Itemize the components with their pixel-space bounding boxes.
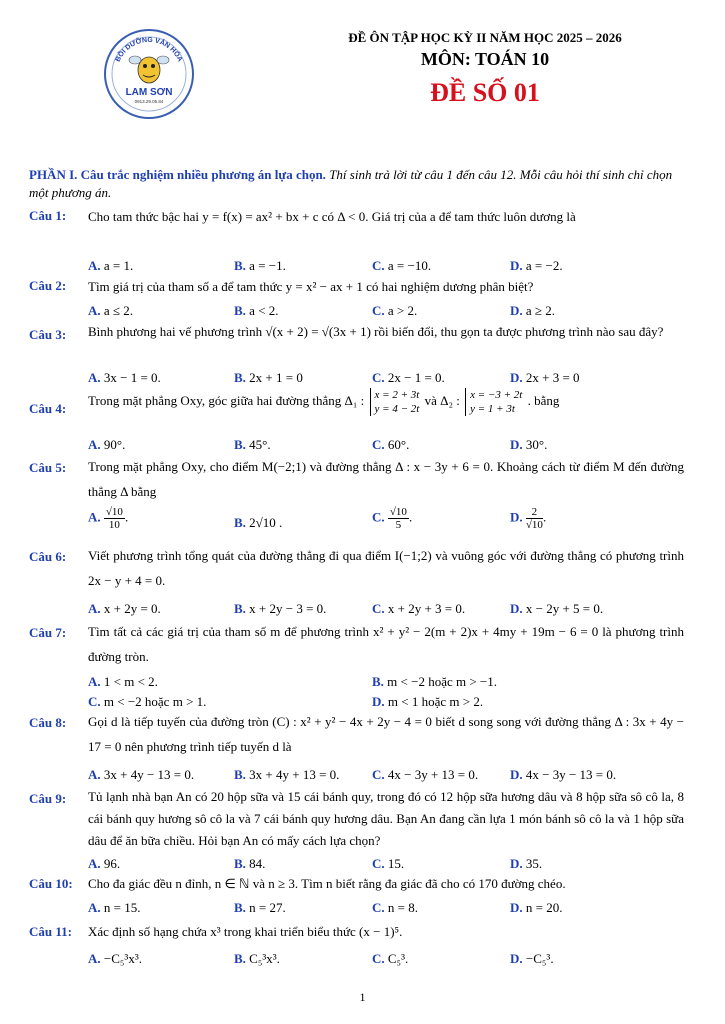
option-b[interactable]: B. C₅³x³. [234,951,280,966]
question-label: Câu 11: [29,924,72,939]
option-c[interactable]: C. a = −10. [372,258,432,273]
subject-title: MÔN: TOÁN 10 [420,49,550,69]
option-b[interactable]: B. m < −2 hoặc m > −1. [372,674,498,689]
part1-note: Thí sinh trả lời từ câu 1 đến câu 12. Mỗi câu hỏi thí sinh chỉ chọn một phương án. [29,167,673,200]
question-label: Câu 10: [29,876,73,891]
option-b[interactable]: B. 3x + 4y + 13 = 0. [234,767,340,782]
option-a[interactable]: A. $\frac{√10}{10}$ . [88,506,129,531]
question-label: Câu 7: [29,625,67,640]
logo-name: LAM SƠN [125,87,173,98]
option-b[interactable]: B. n = 27. [234,900,286,915]
part1-instructions [29,166,684,202]
question-text: Trong mặt phẳng Oxy, góc giữa hai đường thẳng Δ₁ : x = 2 + 3t y = 4 − 2t và Δ₂ : x = −3 + 2t y = 1 + 3t . bằng [88,389,560,415]
option-c[interactable]: C. m < −2 hoặc m > 1. [88,694,207,709]
option-d[interactable]: D. x − 2y + 5 = 0. [510,601,604,616]
option-d[interactable]: D. 35. [510,856,543,871]
question-text: Trong mặt phẳng Oxy, cho điểm M(−2;1) và đường thẳng Δ : x − 3y + 6 = 0. Khoảng cách từ điểm M đến đường thẳng Δ bằng [88,459,684,499]
option-d[interactable]: D. 30°. [510,437,548,452]
svg-text:BỒI DƯỠNG VĂN HÓA: BỒI DƯỠNG VĂN HÓA [114,36,184,63]
option-a[interactable]: A. 90°. [88,437,126,452]
option-c[interactable]: C. 4x − 3y + 13 = 0. [372,767,479,782]
question-label: Câu 3: [29,327,67,342]
question-label: Câu 9: [29,791,67,806]
option-d[interactable]: D. −C₅³. [510,951,554,966]
option-b[interactable]: B. 2x + 1 = 0 [234,370,303,385]
exam-number: ĐỀ SỐ 01 [430,78,540,107]
option-b[interactable]: B. a < 2. [234,303,279,318]
question-label: Câu 1: [29,208,67,223]
option-d[interactable]: D. a ≥ 2. [510,303,556,318]
logo-phone: 0913.29.05.84 [134,99,164,104]
lam-son-logo [103,28,195,120]
option-a[interactable]: A. a = 1. [88,258,134,273]
question-label: Câu 4: [29,401,67,416]
question-label: Câu 6: [29,549,67,564]
option-a[interactable]: A. 1 < m < 2. [88,674,158,689]
option-b[interactable]: B. 2√10 . [234,515,283,530]
option-c[interactable]: C. 2x − 1 = 0. [372,370,445,385]
page-number: 1 [359,990,366,1004]
option-b[interactable]: B. a = −1. [234,258,286,273]
option-a[interactable]: A. 3x − 1 = 0. [88,370,161,385]
question-text: Cho tam thức bậc hai y = f(x) = ax² + bx + c có Δ < 0. Giá trị của a để tam thức luôn dương là [88,209,576,224]
option-a[interactable]: A. a ≤ 2. [88,303,134,318]
question-text: Xác định số hạng chứa x³ trong khai triển biểu thức (x − 1)⁵. [88,924,403,939]
question-text: Tủ lạnh nhà bạn An có 20 hộp sữa và 15 cái bánh quy, trong đó có 12 hộp sữa hương dâu và 8 hộp sữa sô cô la, 8 cái bánh quy hương sô cô la và 7 cái bánh quy hương dâu. Bạn An đang cần lựa 1 món bánh sô cô la và 1 hộp sữa dâu để ăn bữa chiều. Hỏi bạn An có mấy cách lựa chọn? [88,789,684,848]
option-d[interactable]: D. $\frac{2}{√10}$ . [510,506,547,531]
option-a[interactable]: A. 96. [88,856,121,871]
part1-title: PHẦN I. Câu trắc nghiệm nhiều phương án lựa chọn. [29,167,326,182]
option-c[interactable]: C. 60°. [372,437,410,452]
option-d[interactable]: D. n = 20. [510,900,563,915]
question-text: Bình phương hai vế phương trình √(x + 2) = √(3x + 1) rồi biến đổi, thu gọn ta được phương trình nào sau đây? [88,324,664,339]
option-c[interactable]: C. a > 2. [372,303,418,318]
option-c[interactable]: C. 15. [372,856,405,871]
option-c[interactable]: C. n = 8. [372,900,418,915]
option-c[interactable]: C. C₅³. [372,951,409,966]
option-d[interactable]: D. a = −2. [510,258,563,273]
option-a[interactable]: A. 3x + 4y − 13 = 0. [88,767,195,782]
question-text: Tìm giá trị của tham số a để tam thức y = x² − ax + 1 có hai nghiệm dương phân biệt? [88,279,534,294]
exam-header-title: ĐỀ ÔN TẬP HỌC KỲ II NĂM HỌC 2025 – 2026 [348,30,622,45]
question-label: Câu 5: [29,460,67,475]
option-a[interactable]: A. x + 2y = 0. [88,601,161,616]
option-d[interactable]: D. 4x − 3y − 13 = 0. [510,767,617,782]
option-c[interactable]: C. $\frac{√10}{5}$ . [372,506,413,531]
option-d[interactable]: D. m < 1 hoặc m > 2. [372,694,484,709]
question-text: Cho đa giác đều n đỉnh, n ∈ ℕ và n ≥ 3. Tìm n biết rằng đa giác đã cho có 170 đường chéo. [88,876,566,891]
question-text: Tìm tất cả các giá trị của tham số m để phương trình x² + y² − 2(m + 2)x + 4my + 19m − 6 = 0 là phương trình đường tròn. [88,624,684,664]
question-label: Câu 8: [29,715,67,730]
question-text: Gọi d là tiếp tuyến của đường tròn (C) : x² + y² − 4x + 2y − 4 = 0 biết d song song với đường thẳng Δ : 3x + 4y − 17 = 0 nên phương trình tiếp tuyến d là [88,714,684,754]
option-b[interactable]: B. x + 2y − 3 = 0. [234,601,327,616]
option-b[interactable]: B. 84. [234,856,266,871]
option-a[interactable]: A. −C₅³x³. [88,951,142,966]
option-b[interactable]: B. 45°. [234,437,271,452]
question-label: Câu 2: [29,278,67,293]
option-a[interactable]: A. n = 15. [88,900,141,915]
question-text: Viết phương trình tổng quát của đường thẳng đi qua điểm I(−1;2) và vuông góc với đường thẳng có phương trình 2x − y + 4 = 0. [88,548,684,588]
option-d[interactable]: D. 2x + 3 = 0 [510,370,580,385]
option-c[interactable]: C. x + 2y + 3 = 0. [372,601,466,616]
